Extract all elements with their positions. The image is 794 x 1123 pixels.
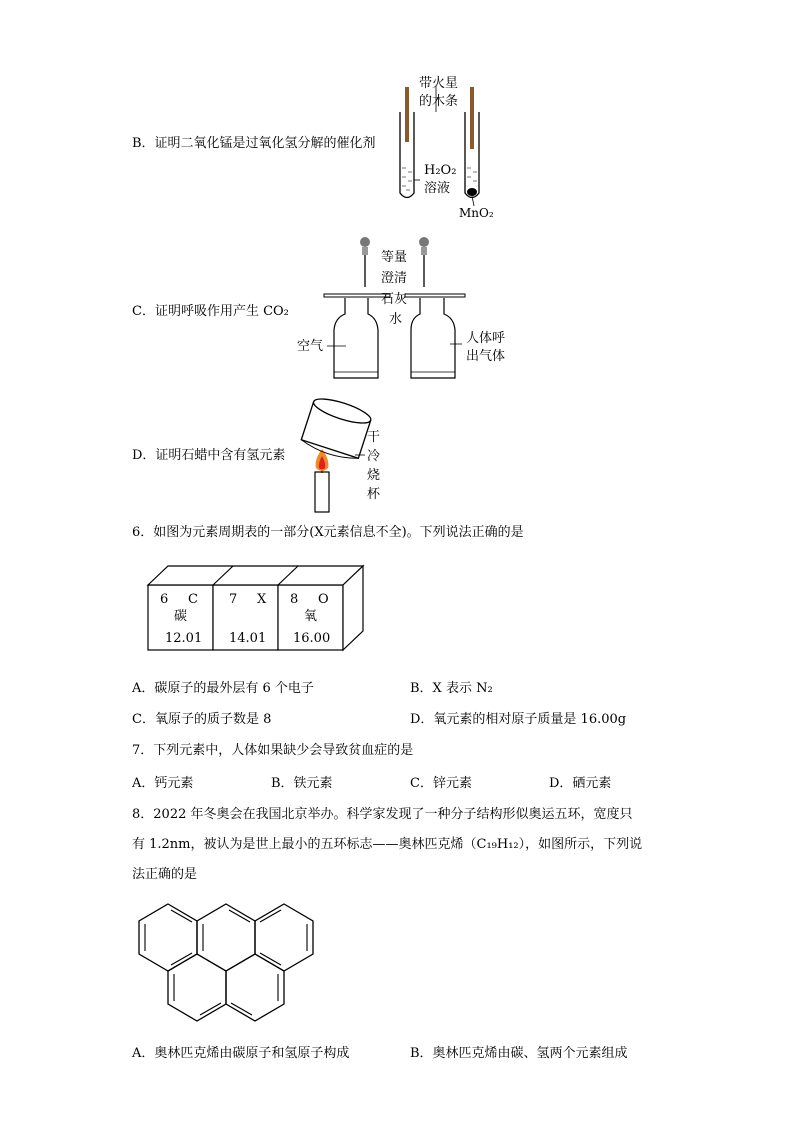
mno2-label: MnO₂ [459,206,494,220]
h2o2-label-1: H₂O₂ [424,163,457,178]
beaker-label-3: 烧 [367,468,381,483]
option-c-text: C．证明呼吸作用产生 CO₂ [132,304,289,319]
q7-option-d[interactable]: D．硒元素 [549,776,612,791]
carbon-symbol: C [188,592,198,607]
x-number: 7 [229,592,238,607]
air-label: 空气 [297,339,324,354]
q7-option-b[interactable]: B．铁元素 [271,776,333,791]
carbon-name: 碳 [174,609,188,624]
splint-label-2: 的木条 [419,94,459,109]
breath-label-2: 出气体 [466,349,506,364]
beaker-label-2: 冷 [367,449,381,464]
q6-option-d[interactable]: D．氧元素的相对原子质量是 16.00g [410,712,627,727]
limewater-label-1: 等量 [381,250,408,265]
oxygen-mass: 16.00 [293,631,331,646]
q6-option-c[interactable]: C．氧原子的质子数是 8 [132,712,272,727]
beaker-label-4: 杯 [367,487,381,502]
q6-option-b[interactable]: B．X 表示 N₂ [410,681,493,696]
q7-option-a[interactable]: A．钙元素 [132,776,194,791]
limewater-label-3: 石灰 [381,292,408,307]
q8-line-2: 有 1.2nm，被认为是世上最小的五环标志——奥林匹克烯（C₁₉H₁₂），如图所示，下列说 [132,837,643,852]
x-symbol: X [257,592,267,607]
q6-option-a[interactable]: A．碳原子的最外层有 6 个电子 [132,681,314,696]
q8-option-a[interactable]: A．奥林匹克烯由碳原子和氢原子构成 [132,1046,350,1061]
oxygen-name: 氧 [304,609,318,624]
q7-stem: 7．下列元素中，人体如果缺少会导致贫血症的是 [132,743,414,758]
q7-option-c[interactable]: C．锌元素 [410,776,472,791]
q8-line-1: 8．2022 年冬奥会在我国北京举办。科学家发现了一种分子结构形似奥运五环，宽度只 [132,807,633,822]
limewater-label-2: 澄清 [381,271,408,286]
limewater-label-4: 水 [389,312,403,327]
splint-label-1: 带火星 [419,76,459,91]
q8-option-b[interactable]: B．奥林匹克烯由碳、氢两个元素组成 [410,1046,628,1061]
breath-label-1: 人体呼 [466,331,506,346]
oxygen-symbol: O [318,592,329,607]
h2o2-label-2: 溶液 [424,181,451,196]
carbon-mass: 12.01 [165,631,203,646]
q6-stem: 6．如图为元素周期表的一部分(X元素信息不全)。下列说法正确的是 [132,525,524,540]
option-d-text: D．证明石蜡中含有氢元素 [132,448,286,463]
carbon-number: 6 [160,592,169,607]
beaker-label-1: 干 [367,430,381,445]
option-b-text: B．证明二氧化锰是过氧化氢分解的催化剂 [132,136,376,151]
x-mass: 14.01 [229,631,267,646]
q8-line-3: 法正确的是 [132,867,198,882]
oxygen-number: 8 [290,592,299,607]
